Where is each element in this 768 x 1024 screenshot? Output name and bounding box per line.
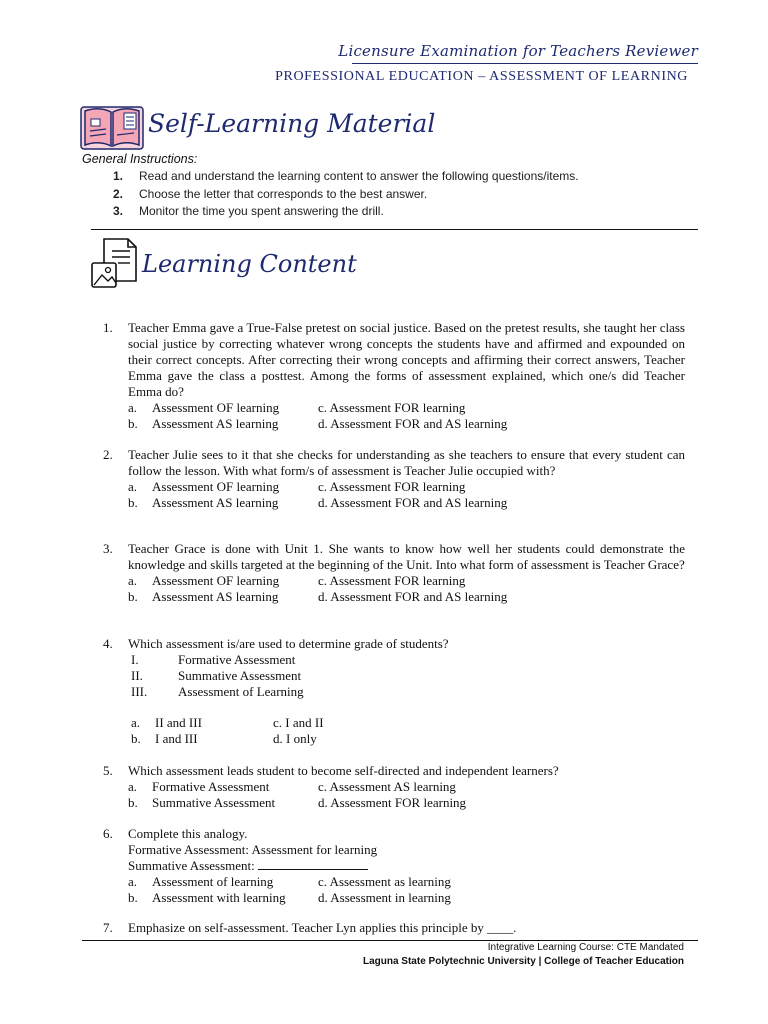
question-text: Teacher Emma gave a True-False pretest on social justice. Based on the pretest results, she taught her class social justice by correcting whatever wrong concepts the students have and affirmed and expounded on their correct concepts. After correcting their wrong concepts and affirming their correct answers, Teacher Emma gave the class a posttest. Among the forms of assessment explained, which one/s did Teacher Emma do? bbox=[128, 320, 685, 399]
option-row bbox=[103, 795, 685, 811]
option-text: d. I only bbox=[273, 731, 317, 746]
instruction-item bbox=[113, 204, 579, 222]
option-text: Assessment OF learning bbox=[152, 479, 280, 494]
roman-item bbox=[103, 652, 685, 668]
option-letter: a. bbox=[128, 479, 138, 494]
question-number: 5. bbox=[103, 763, 113, 778]
question-text: Emphasize on self-assessment. Teacher Lyn applies this principle by ____. bbox=[128, 920, 517, 935]
option-text: Assessment of learning bbox=[152, 874, 274, 889]
option-text: Assessment with learning bbox=[152, 890, 286, 905]
option-text: d. Assessment FOR and AS learning bbox=[318, 416, 508, 431]
option-text: I and III bbox=[155, 731, 198, 746]
option-row bbox=[103, 731, 685, 747]
option-letter: a. bbox=[128, 874, 138, 889]
option-letter: a. bbox=[128, 573, 138, 588]
instruction-number: 1. bbox=[113, 169, 124, 183]
question-7 bbox=[103, 920, 685, 936]
option-text: Formative Assessment bbox=[152, 779, 270, 794]
option-text: II and III bbox=[155, 715, 202, 730]
question-text: Complete this analogy. bbox=[128, 826, 248, 841]
option-text: c. Assessment FOR learning bbox=[318, 479, 466, 494]
question-4 bbox=[103, 636, 685, 747]
question-3 bbox=[103, 541, 685, 605]
option-text: c. Assessment FOR learning bbox=[318, 573, 466, 588]
footer-rule bbox=[82, 940, 698, 941]
question-text: Which assessment leads student to become self-directed and independent learners? bbox=[128, 763, 559, 778]
question-number: 1. bbox=[103, 320, 113, 335]
question-number: 3. bbox=[103, 541, 113, 556]
option-row bbox=[103, 573, 685, 589]
question-number: 2. bbox=[103, 447, 113, 462]
option-text: Assessment AS learning bbox=[152, 416, 279, 431]
question-number: 4. bbox=[103, 636, 113, 651]
question-1 bbox=[103, 320, 685, 432]
question-5 bbox=[103, 763, 685, 811]
option-text: Assessment AS learning bbox=[152, 589, 279, 604]
option-text: Summative Assessment bbox=[152, 795, 276, 810]
analogy-label: Summative Assessment: bbox=[128, 858, 255, 873]
header-rule bbox=[352, 63, 698, 64]
option-text: c. Assessment FOR learning bbox=[318, 400, 466, 415]
option-row bbox=[103, 400, 685, 416]
footer-course: Integrative Learning Course: CTE Mandated bbox=[487, 942, 684, 953]
option-text: Assessment AS learning bbox=[152, 495, 279, 510]
roman-text: Summative Assessment bbox=[178, 668, 302, 683]
option-text: d. Assessment FOR and AS learning bbox=[318, 589, 508, 604]
instruction-item bbox=[113, 187, 579, 205]
document-image-icon bbox=[90, 237, 140, 291]
roman-number: II. bbox=[131, 668, 143, 683]
roman-number: III. bbox=[131, 684, 148, 699]
option-letter: a. bbox=[131, 715, 141, 730]
option-row bbox=[103, 589, 685, 605]
option-letter: b. bbox=[128, 495, 138, 510]
instructions-title: General Instructions: bbox=[82, 152, 198, 166]
roman-text: Formative Assessment bbox=[178, 652, 296, 667]
option-letter: b. bbox=[128, 795, 138, 810]
question-number: 6. bbox=[103, 826, 113, 841]
instruction-text: Read and understand the learning content to answer the following questions/items. bbox=[139, 169, 579, 183]
option-text: d. Assessment FOR learning bbox=[318, 795, 467, 810]
roman-item bbox=[103, 668, 685, 684]
option-row bbox=[103, 890, 685, 906]
option-text: d. Assessment FOR and AS learning bbox=[318, 495, 508, 510]
option-text: d. Assessment in learning bbox=[318, 890, 451, 905]
instruction-number: 2. bbox=[113, 186, 124, 201]
option-letter: b. bbox=[128, 416, 138, 431]
instruction-number: 3. bbox=[113, 204, 124, 218]
question-text: Teacher Julie sees to it that she checks for understanding as she teachers to ensure that every student can follow the lesson. With what form/s of assessment is Teacher Julie occupied with? bbox=[128, 447, 685, 478]
option-row bbox=[103, 715, 685, 731]
roman-number: I. bbox=[131, 652, 139, 667]
question-number: 7. bbox=[103, 920, 113, 935]
option-row bbox=[103, 874, 685, 890]
subject-heading: PROFESSIONAL EDUCATION – ASSESSMENT OF LEARNING bbox=[275, 69, 688, 84]
slm-title: Self-Learning Material bbox=[148, 109, 436, 138]
instruction-text: Monitor the time you spent answering the drill. bbox=[139, 204, 384, 218]
option-text: Assessment OF learning bbox=[152, 573, 280, 588]
section-rule bbox=[91, 229, 698, 230]
option-letter: b. bbox=[131, 731, 141, 746]
reviewer-title: Licensure Examination for Teachers Reviewer bbox=[338, 42, 698, 60]
question-2 bbox=[103, 447, 685, 511]
option-text: c. Assessment as learning bbox=[318, 874, 451, 889]
open-book-icon bbox=[79, 103, 145, 151]
option-letter: b. bbox=[128, 890, 138, 905]
question-text: Teacher Grace is done with Unit 1. She wants to know how well her students could demonstrate the knowledge and skills targeted at the beginning of the Unit. Into what form of assessment is Teacher Grace? bbox=[128, 541, 685, 572]
instructions-list bbox=[113, 169, 579, 222]
question-text: Which assessment is/are used to determine grade of students? bbox=[128, 636, 449, 651]
roman-item bbox=[103, 684, 685, 700]
instruction-text: Choose the letter that corresponds to the best answer. bbox=[139, 186, 428, 201]
footer-university: Laguna State Polytechnic University | College of Teacher Education bbox=[362, 956, 684, 967]
question-6 bbox=[103, 826, 685, 906]
option-text: Assessment OF learning bbox=[152, 400, 280, 415]
answer-blank bbox=[258, 858, 368, 870]
option-row bbox=[103, 495, 685, 511]
option-row bbox=[103, 779, 685, 795]
option-row bbox=[103, 479, 685, 495]
option-text: c. Assessment AS learning bbox=[318, 779, 456, 794]
learning-content-title: Learning Content bbox=[142, 250, 357, 278]
option-letter: b. bbox=[128, 589, 138, 604]
analogy-line bbox=[103, 858, 685, 874]
analogy-line: Formative Assessment: Assessment for learning bbox=[128, 842, 378, 857]
instruction-item bbox=[113, 169, 579, 187]
option-text: c. I and II bbox=[273, 715, 324, 730]
option-letter: a. bbox=[128, 400, 138, 415]
option-letter: a. bbox=[128, 779, 138, 794]
option-row bbox=[103, 416, 685, 432]
roman-text: Assessment of Learning bbox=[178, 684, 304, 699]
